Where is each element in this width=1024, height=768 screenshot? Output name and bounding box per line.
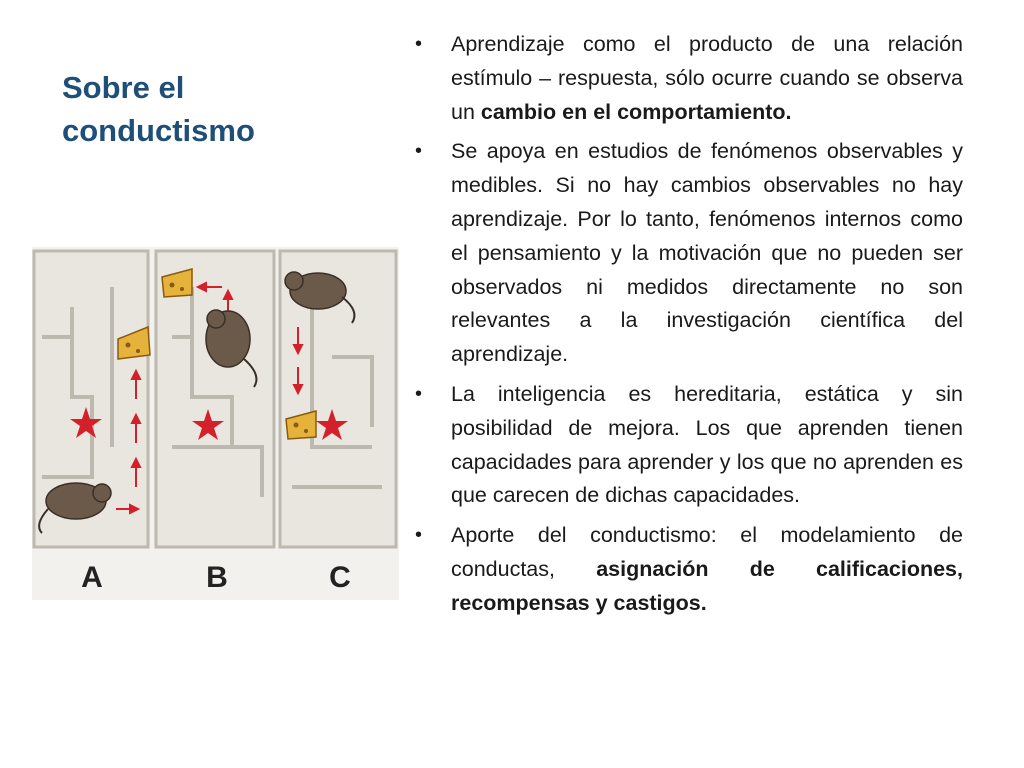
bullet-text: Aporte del conductismo: el modelamiento de conductas,: [451, 523, 963, 581]
bullet-dot: •: [415, 33, 423, 55]
bullet-bold-text: asignación de calificaciones, recompensas y castigos.: [451, 556, 963, 615]
label-c: C: [329, 561, 351, 594]
bullet-dot: •: [415, 140, 423, 163]
title-line-1: Sobre el: [62, 70, 185, 105]
bullet-item: [415, 519, 963, 620]
bullet-item: [415, 28, 963, 129]
bullet-bold-text: cambio en el comportamiento.: [480, 99, 792, 124]
bullet-item: [415, 135, 963, 372]
label-b: B: [206, 561, 228, 594]
maze-illustration: [32, 247, 399, 600]
bullet-text: Se apoya en estudios de fenómenos observables y medibles. Si no hay cambios observables no hay aprendizaje. Por lo tanto, fenómenos internos como el pensamiento y la motivación que no pueden ser observados ni medidos directamente no son relevantes a la investigación científica del aprendizaje.: [451, 139, 963, 367]
bullet-dot: •: [415, 382, 423, 405]
bullet-text: La inteligencia es hereditaria, estática y sin posibilidad de mejora. Los que aprenden tienen capacidades para aprender y los que no aprenden es que carecen de dichas capacidades.: [451, 381, 963, 508]
bullet-item: [415, 378, 963, 513]
bullet-dot: •: [415, 524, 423, 547]
label-a: A: [81, 561, 103, 594]
bullet-list: [415, 28, 963, 627]
title-line-2: conductismo: [62, 113, 255, 148]
bullet-text: Aprendizaje como el producto de una relación estímulo – respuesta, sólo ocurre cuando se observa un: [451, 32, 963, 124]
slide-title: [62, 66, 392, 152]
